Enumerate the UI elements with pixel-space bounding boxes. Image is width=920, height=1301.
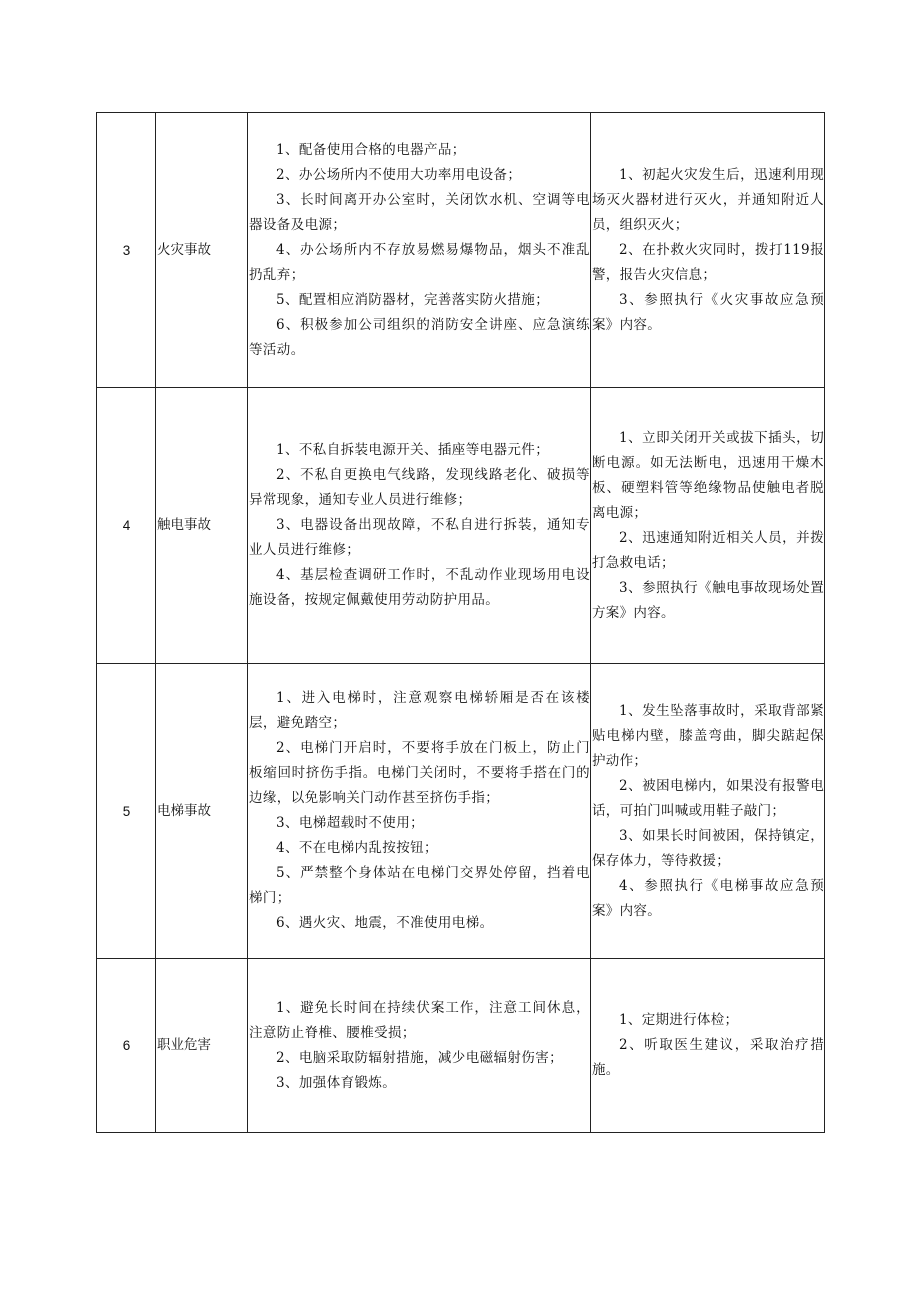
prevention-item: 2、办公场所内不使用大功率用电设备； [276, 166, 522, 183]
response-item: 3、参照执行《触电事故现场处置方案》内容。 [592, 579, 824, 621]
response-item: 4、参照执行《电梯事故应急预案》内容。 [592, 877, 824, 919]
response-item: 1、初起火灾发生后，迅速利用现场灭火器材进行灭火，并通知附近人员，组织灭火； [592, 166, 824, 233]
table-row [97, 664, 825, 959]
response-measures [591, 388, 825, 664]
accident-type: 火灾事故 [156, 113, 248, 388]
prevention-item: 1、不私自拆装电源开关、插座等电器元件； [276, 442, 550, 458]
response-item: 2、听取医生建议，采取治疗措施。 [592, 1037, 824, 1078]
prevention-item: 1、配备使用合格的电器产品； [276, 141, 466, 158]
row-number: 5 [97, 664, 156, 959]
prevention-item: 4、办公场所内不存放易燃易爆物品，烟头不准乱扔乱弃； [249, 241, 590, 283]
row-number: 4 [97, 388, 156, 664]
prevention-item: 3、电器设备出现故障，不私自进行拆装，通知专业人员进行维修； [249, 517, 590, 558]
prevention-item: 3、加强体育锻炼。 [276, 1074, 397, 1091]
response-item: 1、发生坠落事故时，采取背部紧贴电梯内壁，膝盖弯曲，脚尖踮起保护动作； [592, 702, 824, 769]
row-number: 3 [97, 113, 156, 388]
prevention-item: 3、电梯超载时不使用； [276, 815, 424, 831]
prevention-item: 3、长时间离开办公室时，关闭饮水机、空调等电器设备及电源； [249, 191, 590, 233]
prevention-item: 5、严禁整个身体站在电梯门交界处停留，挡着电梯门； [249, 865, 590, 906]
response-measures [591, 959, 825, 1133]
table-row [97, 388, 825, 664]
accident-type: 职业危害 [156, 959, 248, 1133]
prevention-item: 4、基层检查调研工作时，不乱动作业现场用电设施设备，按规定佩戴使用劳动防护用品。 [249, 567, 590, 608]
prevention-item: 2、不私自更换电气线路，发现线路老化、破损等异常现象，通知专业人员进行维修； [249, 467, 590, 508]
table-row [97, 113, 825, 388]
response-measures [591, 664, 825, 959]
safety-measures-table [96, 112, 825, 1133]
response-item: 1、立即关闭开关或拔下插头，切断电源。如无法断电，迅速用干燥木板、硬塑料管等绝缘物品使触电者脱离电源； [592, 429, 824, 521]
response-item: 3、如果长时间被困，保持镇定，保存体力，等待救援； [592, 827, 824, 869]
accident-type: 触电事故 [156, 388, 248, 664]
response-measures [591, 113, 825, 388]
response-item: 2、迅速通知附近相关人员，并拨打急救电话； [592, 529, 824, 571]
prevention-item: 2、电脑采取防辐射措施，减少电磁辐射伤害； [276, 1049, 563, 1066]
prevention-item: 1、避免长时间在持续伏案工作，注意工间休息，注意防止脊椎、腰椎受损； [249, 999, 590, 1041]
prevention-item: 6、遇火灾、地震，不准使用电梯。 [276, 915, 494, 931]
prevention-item: 2、电梯门开启时，不要将手放在门板上，防止门板缩回时挤伤手指。电梯门关闭时，不要将手搭在门的边缘，以免影响关门动作甚至挤伤手指； [249, 740, 590, 806]
prevention-item: 1、进入电梯时，注意观察电梯轿厢是否在该楼层，避免踏空； [249, 690, 590, 731]
response-item: 1、定期进行体检； [619, 1012, 739, 1028]
prevention-item: 6、积极参加公司组织的消防安全讲座、应急演练等活动。 [249, 316, 590, 358]
prevention-measures [248, 664, 591, 959]
response-item: 2、在扑救火灾同时，拨打119报警，报告火灾信息； [592, 241, 824, 283]
prevention-item: 4、不在电梯内乱按按钮； [276, 840, 438, 856]
response-item: 2、被困电梯内，如果没有报警电话，可拍门叫喊或用鞋子敲门； [592, 777, 824, 819]
response-item: 3、参照执行《火灾事故应急预案》内容。 [592, 291, 824, 333]
prevention-measures [248, 388, 591, 664]
accident-type: 电梯事故 [156, 664, 248, 959]
row-number: 6 [97, 959, 156, 1133]
table-row [97, 959, 825, 1133]
prevention-item: 5、配置相应消防器材，完善落实防火措施； [276, 291, 550, 308]
prevention-measures [248, 959, 591, 1133]
prevention-measures [248, 113, 591, 388]
